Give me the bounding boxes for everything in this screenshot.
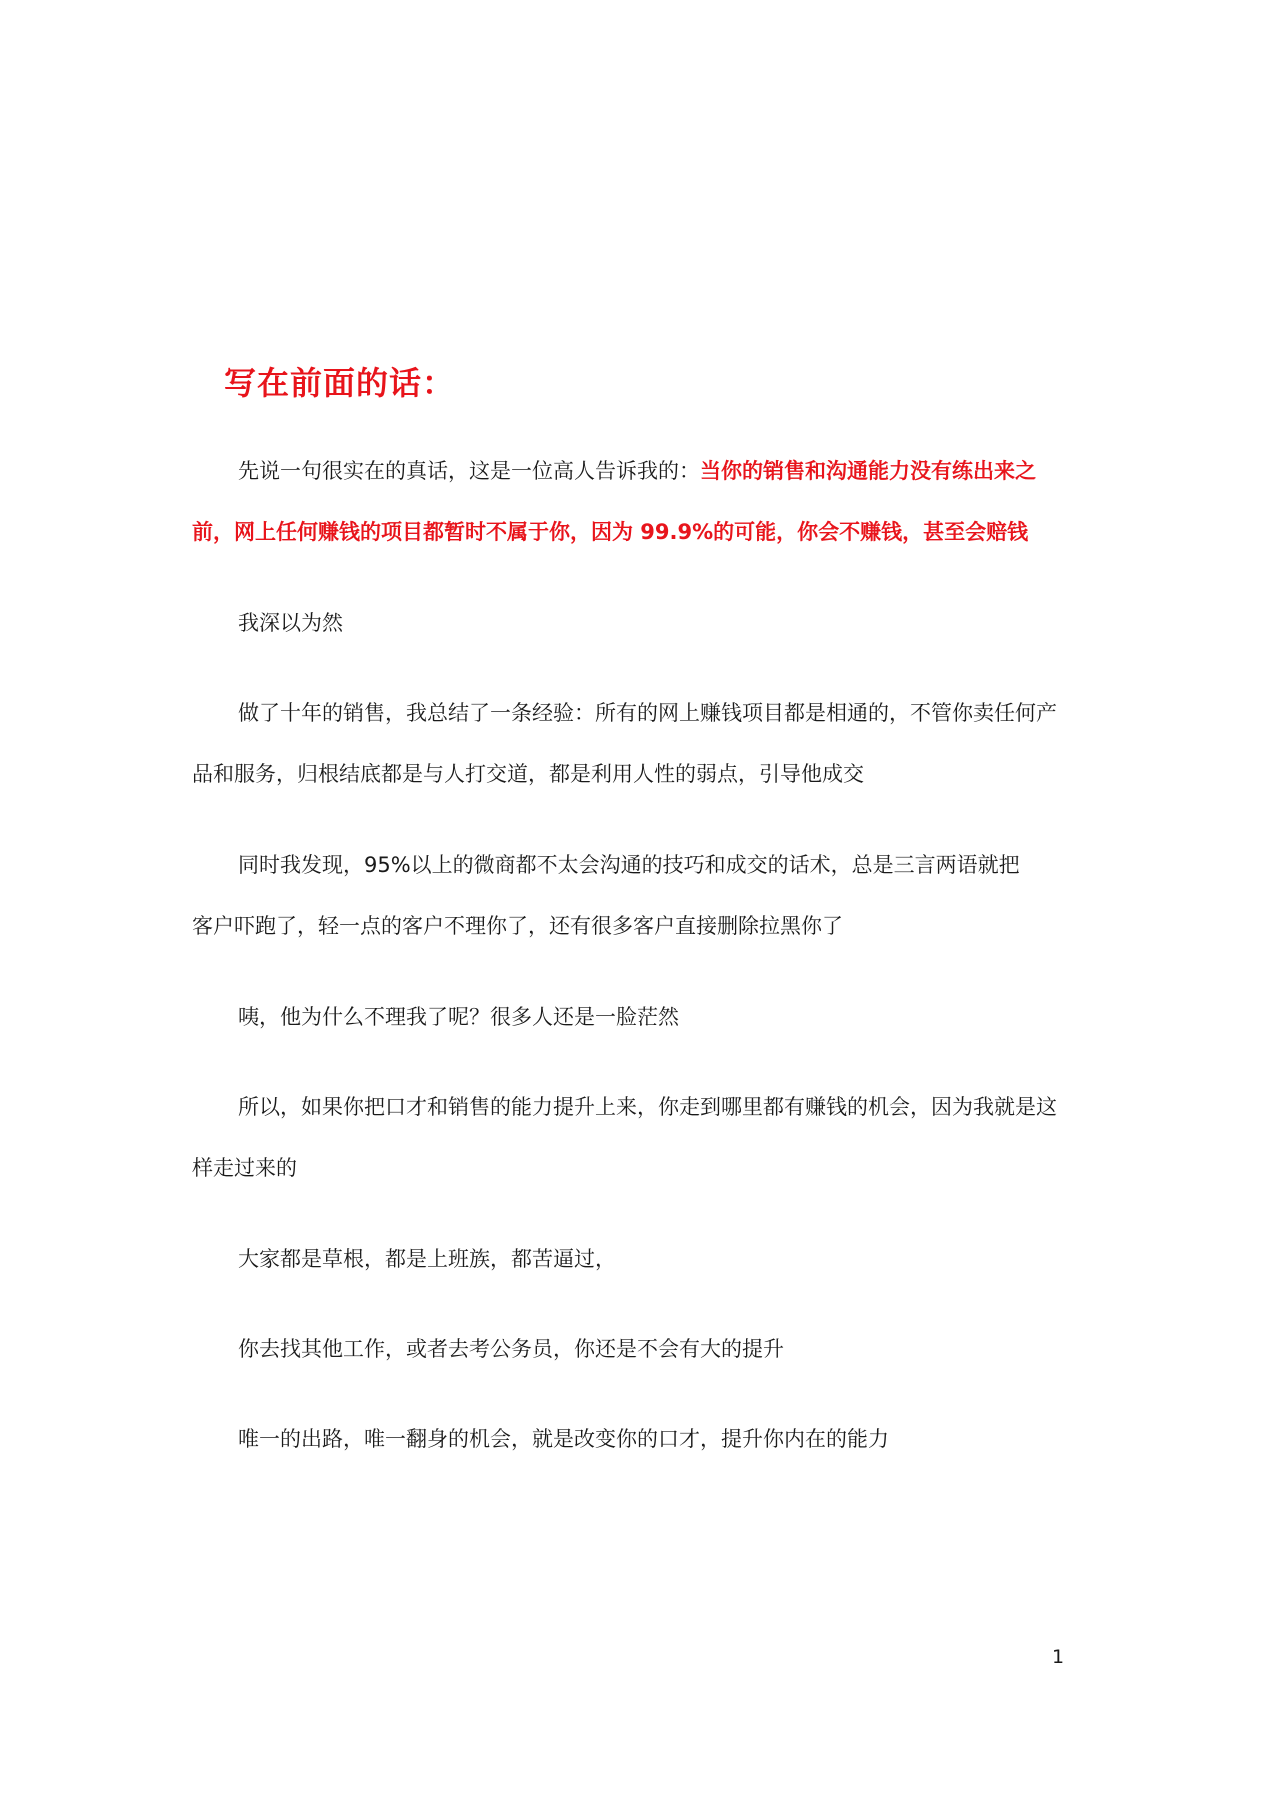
page-number: 1	[1052, 1646, 1065, 1668]
paragraph-line: 客户吓跑了，轻一点的客户不理你了，还有很多客户直接删除拉黑你了	[192, 914, 843, 938]
paragraph	[192, 593, 1082, 654]
paragraph	[192, 987, 1082, 1048]
intro-line-1	[192, 441, 1082, 502]
paragraph-line: 你去找其他工作，或者去考公务员，你还是不会有大的提升	[238, 1337, 784, 1361]
intro-paragraph	[192, 441, 1082, 563]
intro-highlight-text: 当你的销售和沟通能力没有练出来之	[700, 459, 1036, 483]
intro-plain-text: 先说一句很实在的真话，这是一位高人告诉我的：	[238, 459, 700, 483]
paragraph	[192, 835, 1082, 957]
paragraph	[192, 1319, 1082, 1380]
paragraph-line: 咦，他为什么不理我了呢？很多人还是一脸茫然	[238, 1005, 679, 1029]
paragraph-line: 大家都是草根，都是上班族，都苦逼过，	[238, 1247, 616, 1271]
paragraph	[192, 1077, 1082, 1199]
intro-line-2: 前，网上任何赚钱的项目都暂时不属于你，因为 99.9%的可能，你会不赚钱，甚至会赔钱	[192, 520, 1029, 544]
paragraph-line: 同时我发现，95%以上的微商都不太会沟通的技巧和成交的话术，总是三言两语就把	[238, 853, 1020, 877]
page-heading: 写在前面的话：	[224, 364, 456, 402]
paragraph	[192, 1409, 1082, 1470]
paragraph-line: 样走过来的	[192, 1156, 297, 1180]
paragraph	[192, 1229, 1082, 1290]
paragraph-line: 唯一的出路，唯一翻身的机会，就是改变你的口才，提升你内在的能力	[238, 1427, 889, 1451]
paragraph-line: 我深以为然	[238, 611, 343, 635]
paragraph	[192, 683, 1082, 805]
paragraph-line: 做了十年的销售，我总结了一条经验：所有的网上赚钱项目都是相通的，不管你卖任何产	[238, 701, 1057, 725]
paragraph-line: 所以，如果你把口才和销售的能力提升上来，你走到哪里都有赚钱的机会，因为我就是这	[238, 1095, 1057, 1119]
paragraph-line: 品和服务，归根结底都是与人打交道，都是利用人性的弱点，引导他成交	[192, 762, 864, 786]
